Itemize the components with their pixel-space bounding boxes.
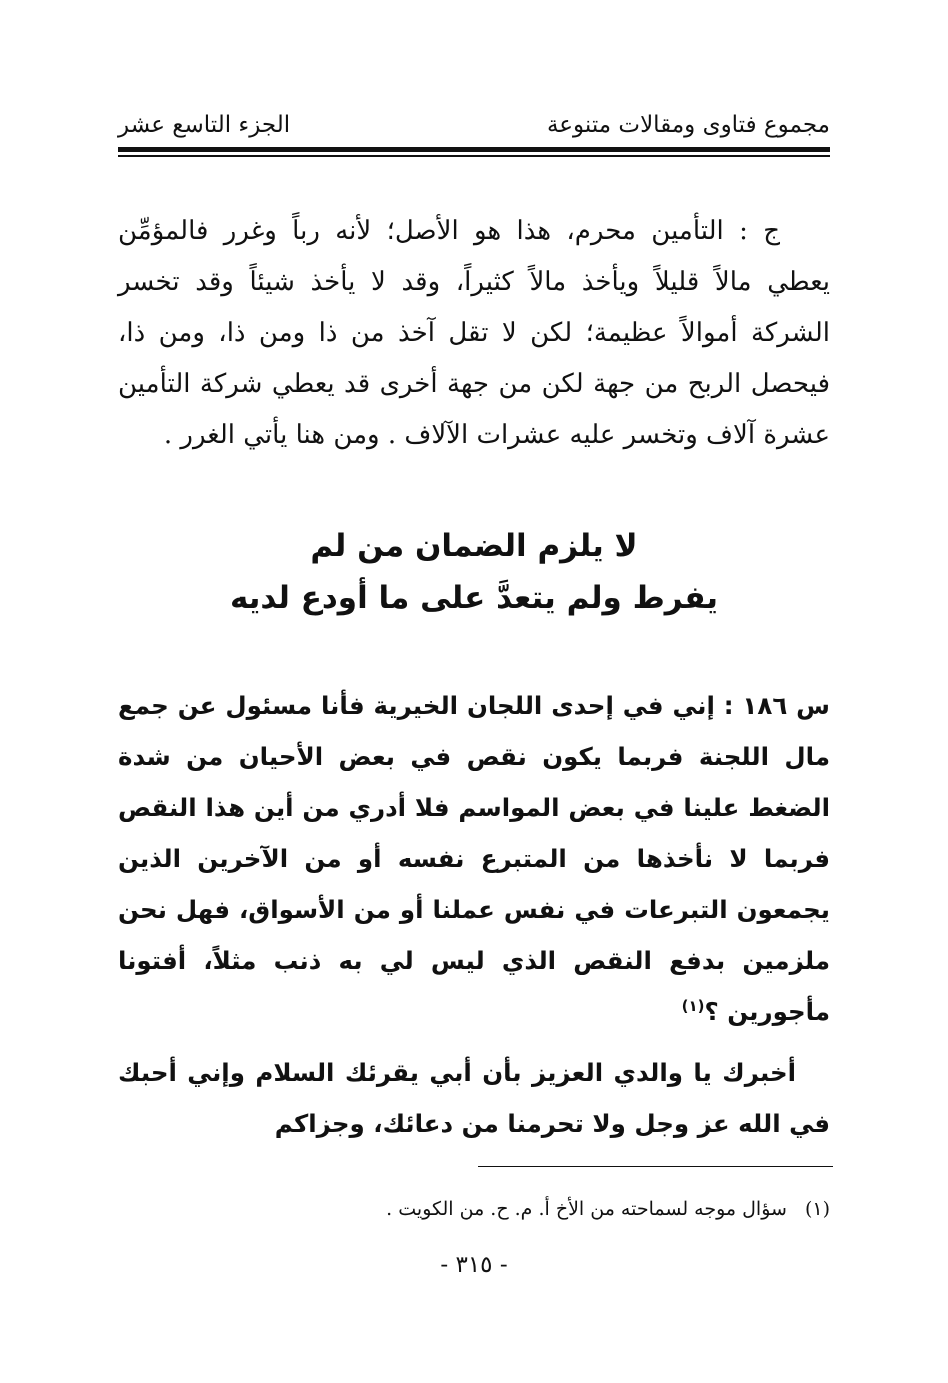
page-number: - ٣١٥ - xyxy=(440,1252,508,1278)
footnote-separator xyxy=(478,1166,833,1167)
section-heading-line-2: يفرط ولم يتعدَّ على ما أودع لديه xyxy=(229,580,719,616)
header-rule-thick xyxy=(118,147,830,152)
header-rule-thin xyxy=(118,155,830,157)
running-header xyxy=(118,106,830,146)
footnote-text: سؤال موجه لسماحته من الأخ أ. م. ح. من الكويت . xyxy=(386,1198,787,1220)
footnote xyxy=(386,1198,830,1220)
footnote-marker: (١) xyxy=(681,996,705,1015)
answer-paragraph xyxy=(118,206,830,461)
question-text: س ١٨٦ : إني في إحدى اللجان الخيرية فأنا مسئول عن جمع مال اللجنة فربما يكون نقص في بعض الأحيان من شدة الضغط علينا في بعض المواسم فلا أدري من أين هذا النقص فربما لا نأخذها من المتبرع نفسه أو من الآخرين الذين يجمعون التبرعات في نفس عملنا أو من الأسواق، فهل نحن ملزمين بدفع النقص الذي ليس لي به ذنب مثلاً، أفتونا مأجورين ؟ xyxy=(118,691,830,1026)
answer-text: ج : التأمين محرم، هذا هو الأصل؛ لأنه رباً وغرر فالمؤمِّن يعطي مالاً قليلاً ويأخذ مالاً كثيراً، وقد لا يأخذ شيئاً وقد تخسر الشركة أموالاً عظيمة؛ لكن لا تقل آخذ من ذا ومن ذا، ومن ذا، فيحصل الربح من جهة لكن من جهة أخرى قد يعطي شركة التأمين عشرة آلاف وتخسر عليه عشرات الآلاف . ومن هنا يأتي الغرر . xyxy=(118,216,830,450)
question-block xyxy=(118,680,830,1149)
section-heading-line-1: لا يلزم الضمان من لم xyxy=(310,528,638,564)
book-title: مجموع فتاوى ومقالات متنوعة xyxy=(546,112,830,138)
volume-label: الجزء التاسع عشر xyxy=(118,112,291,138)
footnote-number: (١) xyxy=(804,1198,830,1220)
question-continuation: أخبرك يا والدي العزيز بأن أبي يقرئك السلام وإني أحبك في الله عز وجل ولا تحرمنا من دعائك، وجزاكم xyxy=(118,1058,830,1138)
section-heading xyxy=(118,520,830,624)
question-paragraph xyxy=(118,680,830,1037)
